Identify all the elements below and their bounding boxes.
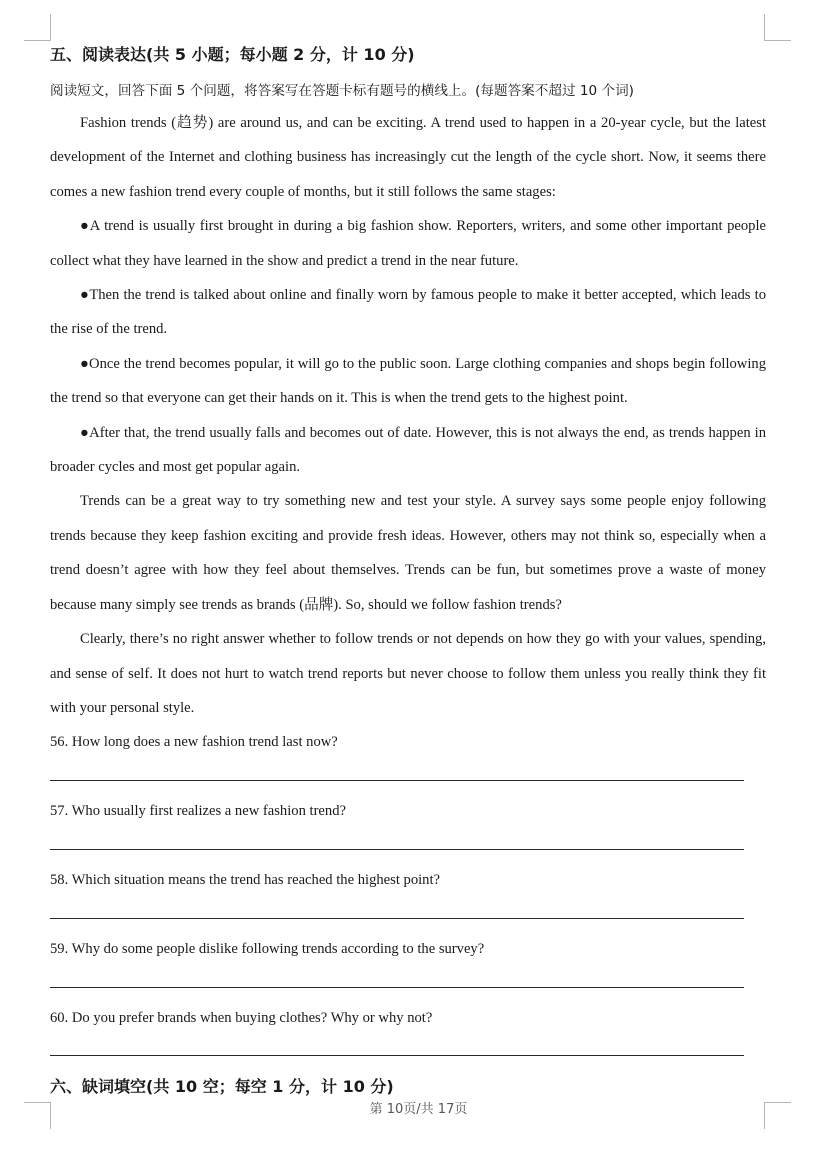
section-5-heading: 五、阅读表达(共 5 小题；每小题 2 分，计 10 分) <box>50 45 415 64</box>
crop-mark-top-left <box>24 14 51 41</box>
question-59: 59. Why do some people dislike following trends according to the survey? <box>50 940 485 957</box>
passage-paragraph: ●A trend is usually first brought in during a big fashion show. Reporters, writers, and some other important people collect what they have learned in the show and predict a trend in the near future. <box>50 218 766 269</box>
passage-paragraph: ●After that, the trend usually falls and becomes out of date. However, this is not always the end, as trends happen in broader cycles and most get popular again. <box>50 424 766 476</box>
question-58: 58. Which situation means the trend has reached the highest point? <box>50 871 441 888</box>
document-page <box>50 44 766 1069</box>
section-6-heading: 六、缺词填空(共 10 空；每空 1 分，计 10 分) <box>50 1077 394 1096</box>
answer-line-59[interactable] <box>50 966 744 1000</box>
crop-mark-top-right <box>764 14 791 41</box>
reading-passage <box>50 106 766 725</box>
question-list <box>50 725 766 1069</box>
passage-paragraph: ●Once the trend becomes popular, it will go to the public soon. Large clothing companies and shops begin following the trend so that everyone can get their hands on it. This is when the trend gets to the highest point. <box>50 355 766 407</box>
answer-line-57[interactable] <box>50 829 744 863</box>
page-number-footer: 第 10页/共 17页 <box>369 1102 468 1117</box>
section-5-instruction: 阅读短文，回答下面 5 个问题，将答案写在答题卡标有题号的横线上。(每题答案不超过 10 个词) <box>50 83 634 99</box>
answer-line-60[interactable] <box>50 1035 744 1069</box>
answer-line-56[interactable] <box>50 760 744 794</box>
question-60: 60. Do you prefer brands when buying clothes? Why or why not? <box>50 1009 433 1026</box>
passage-paragraph: Trends can be a great way to try something new and test your style. A survey says some people enjoy following trends because they keep fashion exciting and provide fresh ideas. However, others may not think so, especially when a trend doesn’t agree with how they feel about themselves. Trends can be fun, but sometimes prove a waste of money because many simply see trends as brands (品牌). So, should we follow fashion trends? <box>50 493 766 613</box>
passage-paragraph: Clearly, there’s no right answer whether to follow trends or not depends on how they go with your values, spending, and sense of self. It does not hurt to watch trend reports but never choose to follow them unless you really think they fit with your personal style. <box>50 631 766 716</box>
question-56: 56. How long does a new fashion trend last now? <box>50 734 338 751</box>
passage-paragraph: ●Then the trend is talked about online and finally worn by famous people to make it better accepted, which leads to the rise of the trend. <box>50 287 766 338</box>
passage-paragraph: Fashion trends (趋势) are around us, and can be exciting. A trend used to happen in a 20-year cycle, but the latest development of the Internet and clothing business has increasingly cut the length of the cycle short. Now, it seems there comes a new fashion trend every couple of months, but it still follows the same stages: <box>50 115 766 200</box>
question-57: 57. Who usually first realizes a new fashion trend? <box>50 803 346 820</box>
answer-line-58[interactable] <box>50 897 744 931</box>
